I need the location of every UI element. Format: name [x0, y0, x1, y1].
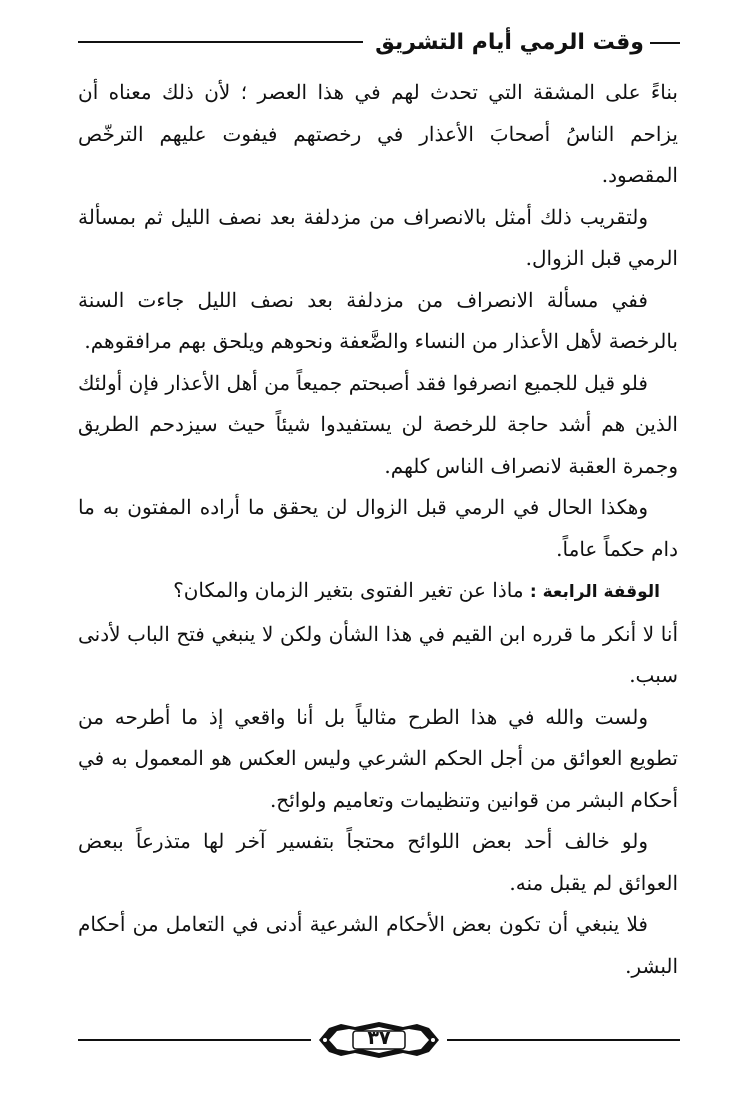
section-heading	[78, 570, 678, 614]
paragraph: ولتقريب ذلك أمثل بالانصراف من مزدلفة بعد نصف الليل ثم بمسألة الرمي قبل الزوال.	[78, 204, 678, 270]
running-header	[78, 22, 680, 62]
section-heading-label: الوقفة الرابعة :	[529, 582, 660, 602]
section-heading-title: ماذا عن تغير الفتوى بتغير الزمان والمكان؟	[173, 578, 524, 602]
header-rule	[78, 41, 363, 43]
paragraph: ففي مسألة الانصراف من مزدلفة بعد نصف الليل جاءت السنة بالرخصة لأهل الأعذار من النساء والضَّعفة ونحوهم ويلحق بهم مرافقوهم.	[78, 287, 678, 353]
paragraph: وهكذا الحال في الرمي قبل الزوال لن يحقق ما أراده المفتون به ما دام حكماً عاماً.	[78, 495, 678, 561]
paragraph: فلو قيل للجميع انصرفوا فقد أصبحتم جميعاً من أهل الأعذار فإن أولئك الذين هم أشد حاجة للرخصة لن يستفيدوا شيئاً حيث سيزدحم الطريق وجمرة العقبة لانصراف الناس كلهم.	[78, 370, 678, 478]
paragraph: ولست والله في هذا الطرح مثالياً بل أنا واقعي إذ ما أطرحه من تطويع العوائق من أجل الحكم الشرعي وليس العكس هو المعمول به في أحكام البشر من قوانين وتنظيمات وتعاميم ولوائح.	[78, 704, 678, 812]
paragraph: بناءً على المشقة التي تحدث لهم في هذا العصر ؛ لأن ذلك معناه أن يزاحم الناسُ أصحابَ الأعذار في رخصتهم فيفوت عليهم الترخّص المقصود.	[78, 80, 678, 187]
page-number-ornament	[315, 1018, 443, 1062]
paragraph: أنا لا أنكر ما قرره ابن القيم في هذا الشأن ولكن لا ينبغي فتح الباب لأدنى سبب.	[78, 621, 678, 687]
running-header-title: وقت الرمي أيام التشريق	[363, 30, 680, 55]
page-body	[78, 72, 678, 987]
footer-rule-left	[78, 1039, 311, 1041]
paragraph: ولو خالف أحد بعض اللوائح محتجاً بتفسير آخر لها متذرعاً ببعض العوائق لم يقبل منه.	[78, 829, 678, 895]
footer-rule-right	[447, 1039, 680, 1041]
page-number: ٣٧	[367, 1027, 391, 1049]
page-footer	[78, 1018, 680, 1062]
paragraph: فلا ينبغي أن تكون بعض الأحكام الشرعية أدنى في التعامل من أحكام البشر.	[78, 912, 678, 978]
